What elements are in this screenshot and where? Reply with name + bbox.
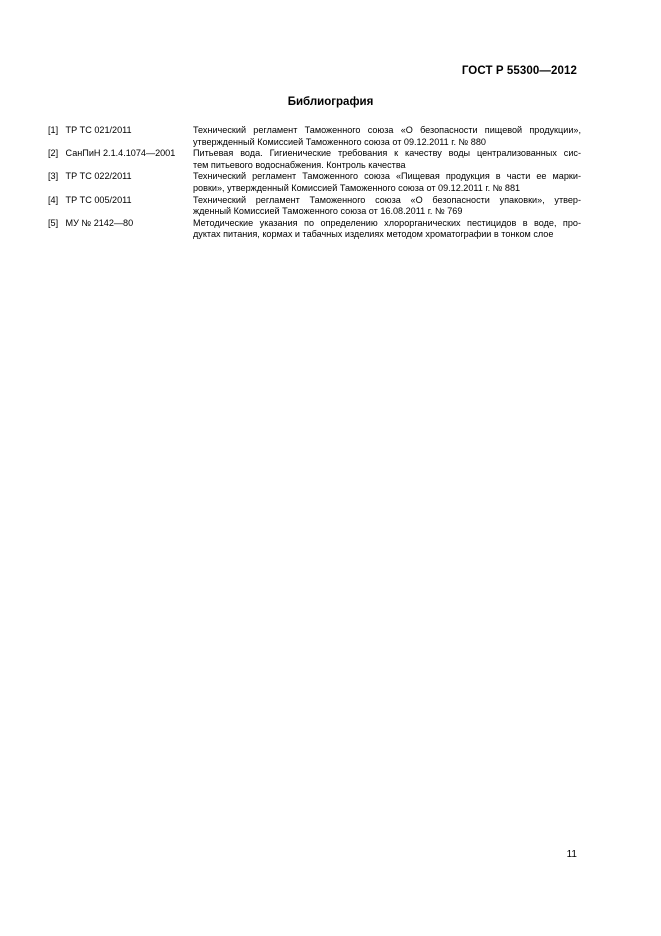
entry-line: Технический регламент Таможенного союза «Пищевая продукция в части ее марки- [193,171,581,182]
entry-code: МУ № 2142—80 [65,217,134,228]
bibliography-entry [48,218,581,241]
entry-description [193,125,581,148]
page-number: 11 [566,849,577,860]
entry-line: Технический регламент Таможенного союза «О безопасности пищевой продукции», [193,125,581,135]
entry-line: Методические указания по определению хлорорганических пестицидов в воде, про- [193,217,581,228]
entry-line: дуктах питания, кормах и табачных изделиях методом хроматографии в тонком слое [193,229,554,240]
bibliography-entry [48,148,581,171]
entry-number: [5] [48,217,59,228]
entry-description [193,218,581,241]
entry-number: [4] [48,194,59,205]
entry-description [193,148,581,171]
entry-reference [48,171,193,194]
entry-line: жденный Комиссией Таможенного союза от 16.08.2011 г. № 769 [193,206,463,217]
entry-description [193,171,581,194]
bibliography-list [48,125,581,241]
section-title: Библиография [287,96,374,108]
entry-number: [1] [48,125,59,135]
entry-number: [2] [48,148,59,159]
entry-code: ТР ТС 021/2011 [65,125,132,135]
entry-line: тем питьевого водоснабжения. Контроль качества [193,159,406,170]
entry-code: ТР ТС 005/2011 [65,194,132,205]
entry-code: СанПиН 2.1.4.1074—2001 [65,148,176,159]
entry-code: ТР ТС 022/2011 [65,171,132,182]
entry-line: Питьевая вода. Гигиенические требования к качеству воды централизованных сис- [193,148,581,159]
entry-reference [48,125,193,148]
entry-line: утвержденный Комиссией Таможенного союза от 09.12.2011 г. № 880 [193,136,486,147]
entry-description [193,195,581,218]
entry-line: ровки», утвержденный Комиссией Таможенного союза от 09.12.2011 г. № 881 [193,182,521,193]
entry-reference [48,148,193,171]
entry-reference [48,218,193,241]
entry-number: [3] [48,171,59,182]
bibliography-entry [48,125,581,148]
bibliography-entry [48,171,581,194]
entry-line: Технический регламент Таможенного союза «О безопасности упаковки», утвер- [193,194,581,205]
document-code: ГОСТ Р 55300—2012 [461,65,577,77]
bibliography-entry [48,195,581,218]
entry-reference [48,195,193,218]
